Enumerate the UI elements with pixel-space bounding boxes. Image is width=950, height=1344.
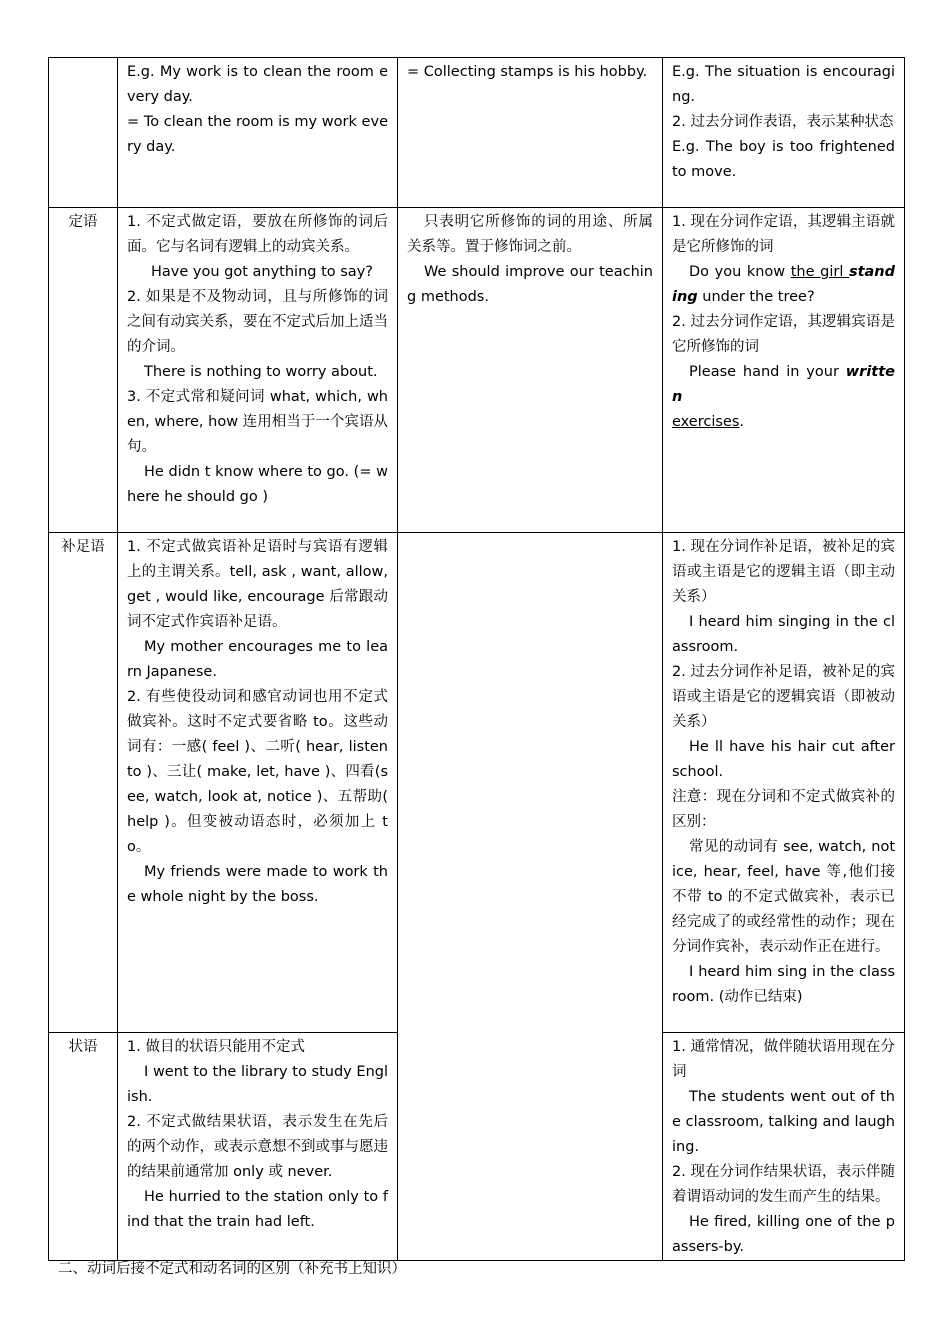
note-text: 常见的动词有 see, watch, notice, hear, feel, have 等,他们接不带 to 的不定式做宾补，表示已经完成了的或经常性的动作；现在分词作宾补，表示动作正在进行。 [672, 839, 895, 955]
underlined-noun: exercises [672, 414, 740, 430]
example-text [672, 260, 895, 310]
rule-text: 2. 有些使役动词和感官动词也用不定式做宾补。这时不定式要省略 to。这些动词有：一感( feel )、二听( hear, listen to )、三让( make, let, have )、四看(see, watch, look at, notice )、五帮助( help )。但变被动语态时，必须加上 to。 [127, 689, 388, 855]
example-text: He ll have his hair cut after school. [672, 739, 895, 780]
comparison-table [48, 57, 905, 1261]
example-text: Do you know [689, 264, 791, 280]
example-text: Have you got anything to say? [151, 264, 373, 280]
table-row-top [49, 58, 905, 208]
gerund-cell-attributive [398, 208, 663, 533]
participle-cell-attributive [663, 208, 905, 533]
example-text: The students went out of the classroom, talking and laughing. [672, 1089, 895, 1155]
example-text: My mother encourages me to learn Japanese. [127, 639, 388, 680]
rule-text: 1. 做目的状语只能用不定式 [127, 1039, 305, 1055]
example-text: I went to the library to study English. [127, 1064, 388, 1105]
rule-text: 1. 现在分词作定语，其逻辑主语就是它所修饰的词 [672, 214, 895, 255]
example-text: We should improve our teaching methods. [407, 264, 653, 305]
gerund-cell-top [398, 58, 663, 208]
section-heading: 二、动词后接不定式和动名词的区别（补充书上知识） [58, 1261, 406, 1277]
rule-text: 3. 不定式常和疑问词 what, which, when, where, how 连用相当于一个宾语从句。 [127, 389, 388, 455]
rule-text: 1. 通常情况，做伴随状语用现在分词 [672, 1039, 895, 1080]
example-text [672, 360, 895, 435]
example-text: = Collecting stamps is his hobby. [407, 64, 648, 80]
infinitive-cell-complement [118, 533, 398, 1033]
row-label-complement: 补足语 [49, 533, 118, 1033]
rule-text: 1. 现在分词作补足语，被补足的宾语或主语是它的逻辑主语（即主动关系） [672, 539, 895, 605]
rule-text: 1. 不定式做定语，要放在所修饰的词后面。它与名词有逻辑上的动宾关系。 [127, 214, 388, 255]
table-row-attributive [49, 208, 905, 533]
example-text: E.g. The situation is encouraging. [672, 64, 895, 105]
infinitive-cell-attributive [118, 208, 398, 533]
example-text: I heard him sing in the classroom. (动作已结束) [672, 964, 895, 1005]
rule-text: 2. 如果是不及物动词，且与所修饰的词之间有动宾关系，要在不定式后加上适当的介词。 [127, 289, 388, 355]
rule-text: 2. 过去分词作表语，表示某种状态 [672, 114, 894, 130]
example-text: under the tree? [697, 289, 815, 305]
example-text: Please hand in your [689, 364, 846, 380]
example-text: There is nothing to worry about. [144, 364, 378, 380]
rule-text: 2. 过去分词作补足语，被补足的宾语或主语是它的逻辑宾语（即被动关系） [672, 664, 895, 730]
example-text: My friends were made to work the whole night by the boss. [127, 864, 388, 905]
example-text: I heard him singing in the classroom. [672, 614, 895, 655]
rule-text: 2. 现在分词作结果状语，表示伴随着谓语动词的发生而产生的结果。 [672, 1164, 895, 1205]
row-label-adverbial: 状语 [49, 1033, 118, 1261]
participle-cell-complement [663, 533, 905, 1033]
example-text: E.g. The boy is too frightened to move. [672, 139, 895, 180]
example-text: E.g. My work is to clean the room every day. [127, 64, 388, 105]
underlined-noun: the girl [790, 264, 849, 280]
emphasized-participle: standing [672, 264, 895, 305]
example-text: He didn t know where to go. (= where he should go ) [127, 464, 388, 505]
emphasized-participle: written [672, 364, 895, 405]
rule-text: 2. 过去分词作定语，其逻辑宾语是它所修饰的词 [672, 314, 895, 355]
rule-text: 2. 不定式做结果状语，表示发生在先后的两个动作，或表示意想不到或事与愿违的结果前通常加 only 或 never. [127, 1114, 388, 1180]
example-text: He fired, killing one of the passers-by. [672, 1214, 895, 1255]
table-row-complement [49, 533, 905, 1033]
rule-text: 1. 不定式做宾语补足语时与宾语有逻辑上的主谓关系。tell, ask , want, allow, get , would like, encourage 后常跟动词不定式作宾语补足语。 [127, 539, 388, 630]
example-text: . [739, 414, 745, 430]
infinitive-cell-top [118, 58, 398, 208]
row-label-top [49, 58, 118, 208]
gerund-cell-empty [398, 533, 663, 1261]
participle-cell-top [663, 58, 905, 208]
participle-cell-adverbial [663, 1033, 905, 1261]
rule-text: 只表明它所修饰的词的用途、所属关系等。置于修饰词之前。 [407, 214, 653, 255]
infinitive-cell-adverbial [118, 1033, 398, 1261]
example-text: He hurried to the station only to find that the train had left. [127, 1189, 388, 1230]
row-label-attributive: 定语 [49, 208, 118, 533]
example-text: = To clean the room is my work every day. [127, 114, 388, 155]
note-text: 注意：现在分词和不定式做宾补的区别： [672, 789, 895, 830]
